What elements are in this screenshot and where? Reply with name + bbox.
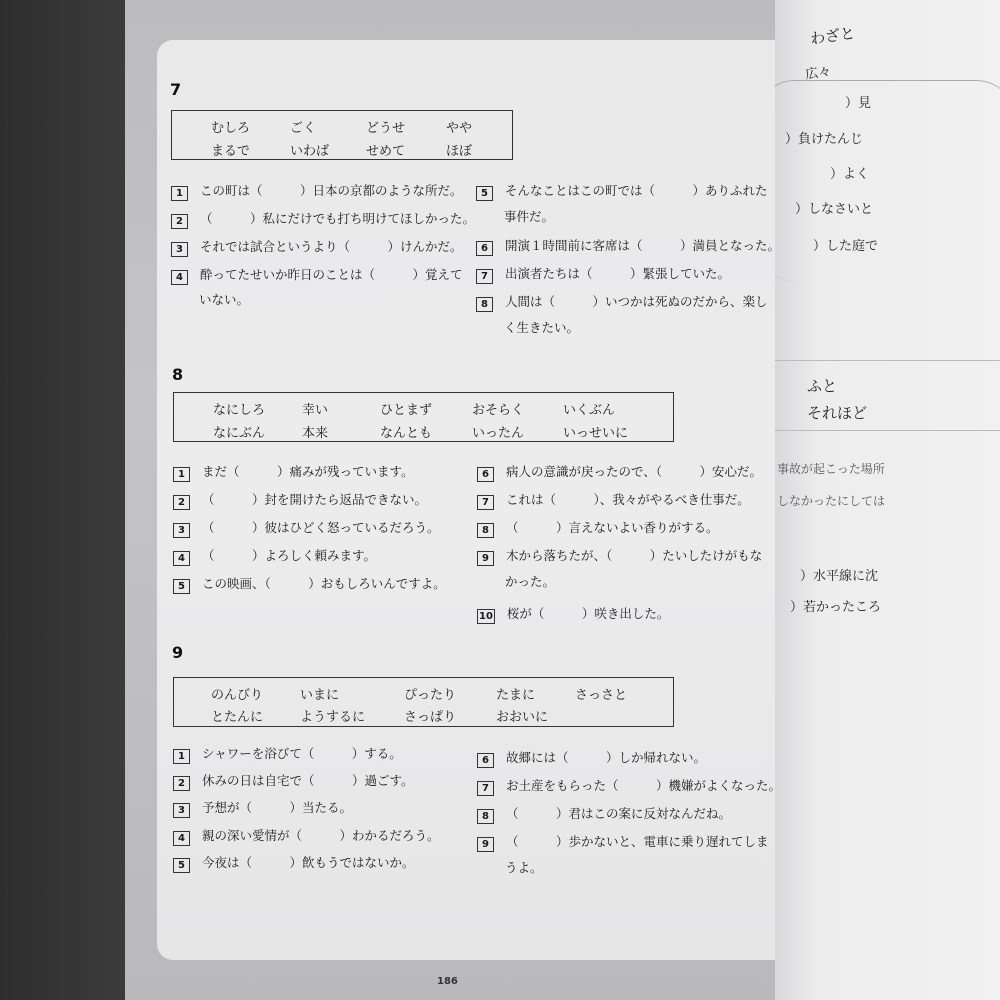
word-choice: たまに <box>496 688 536 703</box>
question-number: 6 <box>477 753 494 768</box>
adjacent-fragment: ふと <box>807 377 838 395</box>
question-item <box>477 520 719 538</box>
question-text-continued: いない。 <box>199 292 250 307</box>
question-item <box>476 238 780 256</box>
question-number: 8 <box>476 297 493 312</box>
word-choice: とたんに <box>211 710 264 725</box>
question-item <box>171 239 463 257</box>
question-text: （ ）歩かないと、電車に乗り遅れてしま <box>506 834 769 849</box>
question-item <box>476 183 768 201</box>
question-number: 1 <box>173 467 190 482</box>
question-text-continued: かった。 <box>505 574 556 589</box>
question-text: （ ）言えないよい香りがする。 <box>506 520 719 535</box>
word-choice: いくぶん <box>563 403 616 418</box>
question-item <box>173 828 440 846</box>
question-item <box>477 492 750 510</box>
question-item <box>173 746 402 764</box>
question-text: 故郷には（ ）しか帰れない。 <box>506 750 707 765</box>
question-text: （ ）封を開けたら返品できない。 <box>202 492 428 507</box>
question-text: （ ）私にだけでも打ち明けてほしかった。 <box>200 211 476 226</box>
adjacent-fragment: わざと <box>809 23 857 49</box>
word-choice: なにしろ <box>213 403 266 418</box>
question-number: 10 <box>479 611 493 622</box>
question-item <box>477 464 762 482</box>
question-item <box>477 778 781 796</box>
adjacent-fragment: しなかったにしては <box>777 494 886 508</box>
question-text: これは（ ）、我々がやるべき仕事だ。 <box>506 492 750 507</box>
question-number: 2 <box>173 776 190 791</box>
question-item <box>173 520 440 538</box>
question-number: 3 <box>173 523 190 538</box>
question-text: （ ）彼はひどく怒っているだろう。 <box>202 520 440 535</box>
word-choice: ほぼ <box>446 144 473 159</box>
adjacent-fragment: ）よく <box>830 167 870 182</box>
question-item <box>173 548 376 566</box>
question-text: （ ）君はこの案に反対なんだね。 <box>506 806 732 821</box>
question-number: 3 <box>171 242 188 257</box>
question-number: 6 <box>476 241 493 256</box>
question-item <box>477 606 669 624</box>
question-number: 7 <box>477 781 494 796</box>
word-choice: いまに <box>300 688 340 703</box>
question-number: 4 <box>171 270 188 285</box>
question-text: シャワーを浴びて（ ）する。 <box>202 746 402 761</box>
question-number: 7 <box>477 495 494 510</box>
question-item <box>477 750 706 768</box>
question-text: 予想が（ ）当たる。 <box>202 800 353 815</box>
word-choice: おそらく <box>472 403 525 418</box>
question-text: そんなことはこの町では（ ）ありふれた <box>505 183 768 198</box>
question-item <box>476 294 768 312</box>
question-number: 3 <box>173 803 190 818</box>
question-number: 5 <box>173 858 190 873</box>
question-text: この映画、（ ）おもしろいんですよ。 <box>202 576 446 591</box>
word-choice: むしろ <box>211 121 251 136</box>
question-number: 7 <box>476 269 493 284</box>
question-number: 6 <box>477 467 494 482</box>
question-number: 9 <box>477 551 494 566</box>
section-number: 7 <box>170 80 182 99</box>
question-item <box>171 211 475 229</box>
question-text: 今夜は（ ）飲もうではないか。 <box>202 855 415 870</box>
question-text: 開演１時間前に客席は（ ）満員となった。 <box>505 238 781 253</box>
question-text: この町は（ ）日本の京都のような所だ。 <box>200 183 463 198</box>
question-number: 2 <box>173 495 190 510</box>
adjacent-fragment: ）負けたんじ <box>785 132 864 147</box>
question-item <box>173 773 414 791</box>
question-number: 5 <box>173 579 190 594</box>
page-number: 186 <box>437 976 458 987</box>
word-choice: ようするに <box>300 710 366 725</box>
word-choice: なんとも <box>380 426 433 441</box>
word-choice: ぴったり <box>404 688 457 703</box>
word-choice: 幸い <box>302 403 329 418</box>
question-item <box>476 266 730 284</box>
adjacent-fragment: 広々 <box>804 64 833 83</box>
question-number: 1 <box>171 186 188 201</box>
question-text: （ ）よろしく頼みます。 <box>202 548 377 563</box>
word-choice: ごく <box>290 121 317 136</box>
question-item <box>477 548 762 566</box>
section-number: 8 <box>172 365 184 384</box>
question-text-continued: 事件だ。 <box>504 209 555 224</box>
question-text: それでは試合というより（ ）けんかだ。 <box>200 239 463 254</box>
word-choice: なにぶん <box>213 426 266 441</box>
adjacent-fragment: 事故が起こった場所 <box>777 462 885 476</box>
question-number: 4 <box>173 551 190 566</box>
question-item <box>171 183 463 201</box>
word-choice: せめて <box>366 144 406 159</box>
question-item <box>171 267 463 285</box>
adjacent-fragment: ）若かったころ <box>790 600 882 615</box>
question-text-continued: うよ。 <box>505 860 543 875</box>
adjacent-divider <box>775 360 1000 361</box>
question-item <box>173 800 352 818</box>
question-text: 休みの日は自宅で（ ）過ごす。 <box>202 773 414 788</box>
section-number: 9 <box>172 643 184 662</box>
word-choice: いっせいに <box>563 426 629 441</box>
word-choice: おおいに <box>496 710 549 725</box>
adjacent-fragment: ）見 <box>845 96 872 111</box>
word-choice: のんびり <box>211 688 264 703</box>
question-item <box>477 834 769 852</box>
question-text: お土産をもらった（ ）機嫌がよくなった。 <box>506 778 782 793</box>
word-choice: どうせ <box>366 121 406 136</box>
word-choice: まるで <box>211 144 250 159</box>
question-number: 1 <box>173 749 190 764</box>
adjacent-decoration <box>775 80 1000 281</box>
question-number: 4 <box>173 831 190 846</box>
question-text: まだ（ ）痛みが残っています。 <box>202 464 414 479</box>
question-number: 2 <box>171 214 188 229</box>
adjacent-fragment: ）した庭で <box>813 239 879 254</box>
adjacent-fragment: それほど <box>807 404 868 422</box>
adjacent-page <box>775 0 1000 1000</box>
word-choice: いったん <box>472 426 525 441</box>
word-choice: 本来 <box>302 426 329 441</box>
question-text: 病人の意識が戻ったので、（ ）安心だ。 <box>506 464 763 479</box>
question-text: 出演者たちは（ ）緊張していた。 <box>505 266 731 281</box>
word-choice: ひとまず <box>380 403 433 418</box>
question-item <box>173 464 414 482</box>
question-item <box>173 855 415 873</box>
question-number: 9 <box>477 837 494 852</box>
question-text: 木から落ちたが、（ ）たいしたけがもな <box>506 548 763 563</box>
question-text: 親の深い愛情が（ ）わかるだろう。 <box>202 828 440 843</box>
adjacent-fragment: ）しなさいと <box>795 202 874 217</box>
question-item <box>173 576 446 594</box>
question-text: 桜が（ ）咲き出した。 <box>506 606 670 621</box>
question-text: 酔ってたせいか昨日のことは（ ）覚えて <box>200 267 463 282</box>
question-number: 8 <box>477 809 494 824</box>
adjacent-divider <box>775 430 1000 431</box>
question-number: 8 <box>477 523 494 538</box>
question-item <box>477 806 731 824</box>
word-choice: さっぱり <box>404 710 457 725</box>
adjacent-fragment: ）水平線に沈 <box>800 569 879 584</box>
word-choice: さっさと <box>575 688 628 703</box>
question-text-continued: く生きたい。 <box>504 320 580 335</box>
question-item <box>173 492 427 510</box>
word-choice: やや <box>446 121 473 136</box>
question-number: 5 <box>476 186 493 201</box>
question-text: 人間は（ ）いつかは死ぬのだから、楽し <box>505 294 768 309</box>
word-choice: いわば <box>290 144 330 159</box>
